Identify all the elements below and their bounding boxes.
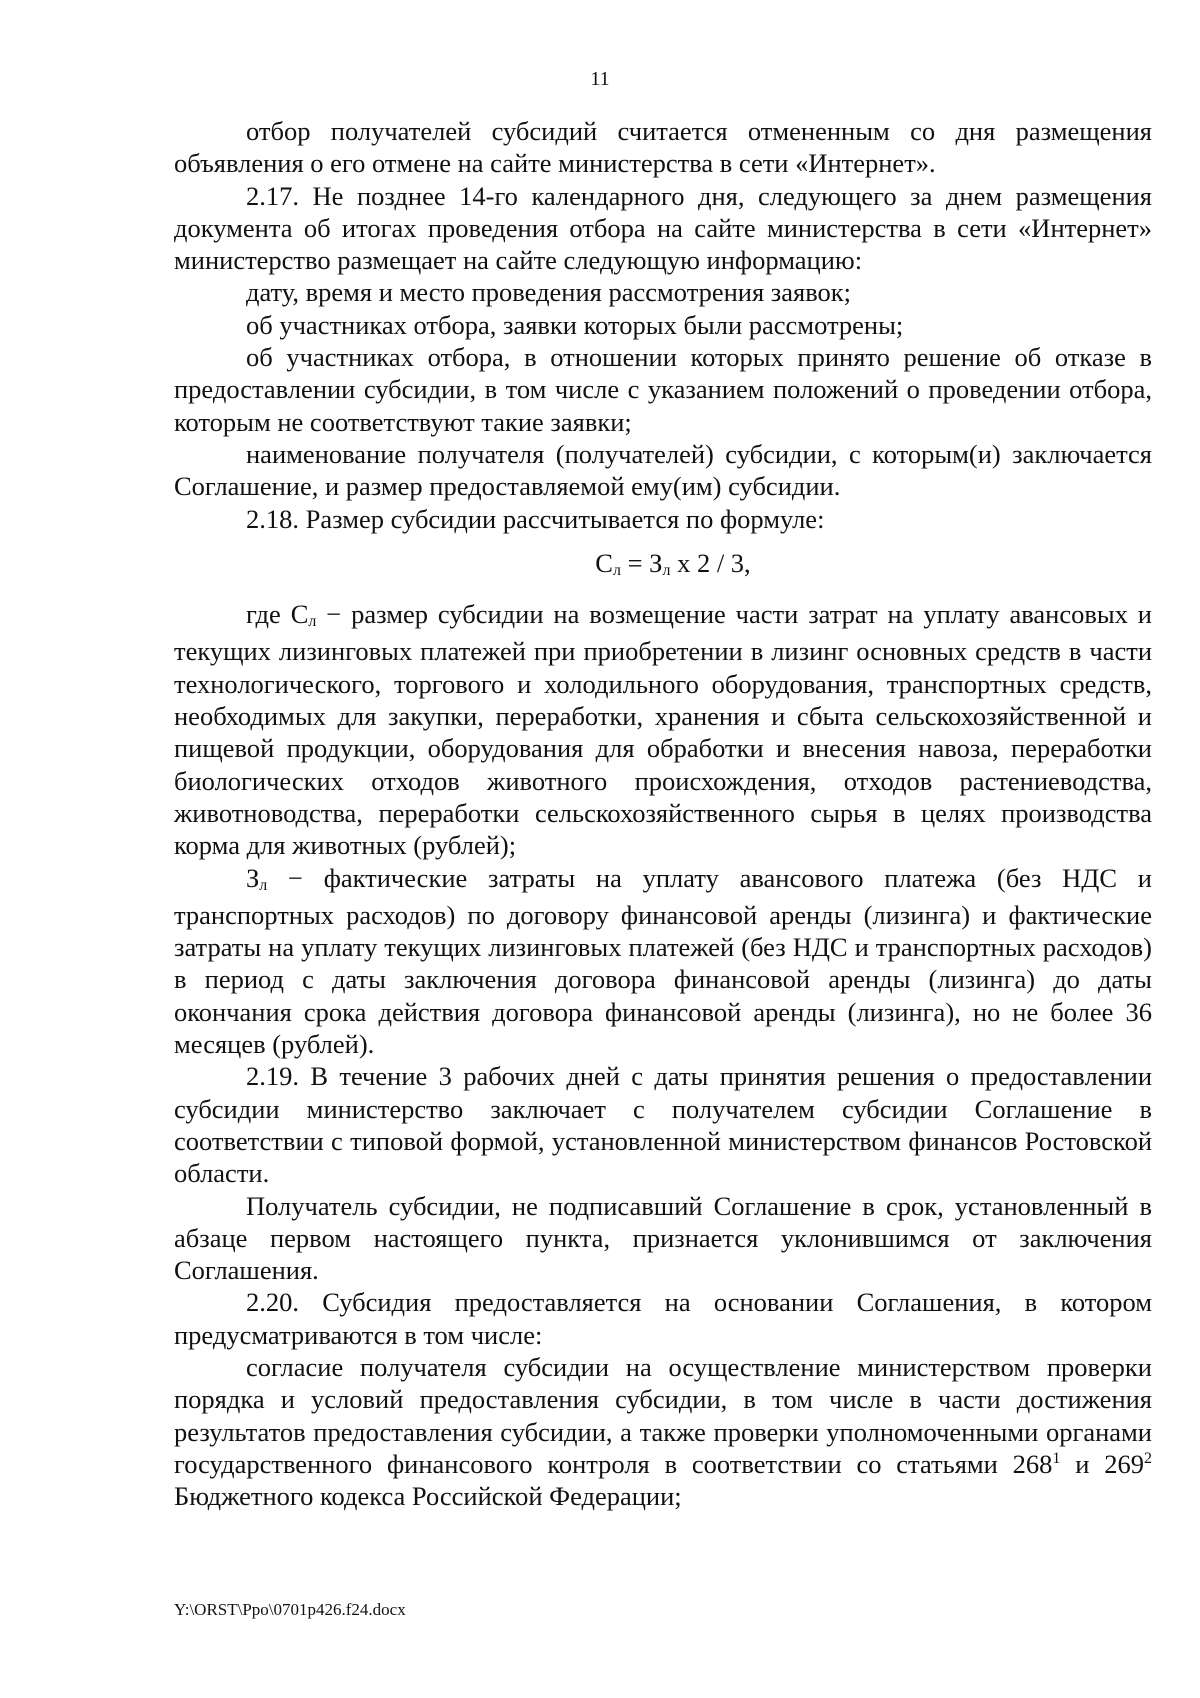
- list-item-review-date: дату, время и место проведения рассмотрения заявок;: [246, 277, 852, 308]
- list-item-participants-reviewed: об участниках отбора, заявки которых были рассмотрены;: [246, 309, 904, 340]
- paragraph-2-17: 2.17. Не позднее 14-го календарного дня, следующего за днем размещения документа об итогах проведения отбора на сайте министерства в сети «Интернет» министерство размещает на сайте следующую информацию:: [174, 180, 1152, 276]
- definition-c: где Сл − размер субсидии на возмещение части затрат на уплату авансовых и текущих лизинговых платежей при приобретении в лизинг основных средств в части технологического, торгового и холодильного оборудования, транспортных средств, необходимых для закупки, переработки, хранения и сбыта сельскохозяйственной и пищевой продукции, оборудования для обработки и внесения навоза, переработки биологических отходов животного происхождения, отходов растениеводства, животноводства, переработки сельскохозяйственного сырья в целях производства корма для животных (рублей);: [174, 599, 1152, 861]
- list-item-participants-rejected: об участниках отбора, в отношении которых принято решение об отказе в предоставлении субсидии, в том числе с указанием положений о проведении отбора, которым не соответствуют такие заявки;: [174, 342, 1152, 437]
- paragraph-cancellation: отбор получателей субсидий считается отмененным со дня размещения объявления о его отмене на сайте министерства в сети «Интернет».: [174, 116, 1152, 179]
- paragraph-recipient-evasion: Получатель субсидии, не подписавший Соглашение в срок, установленный в абзаце первом настоящего пункта, признается уклонившимся от заключения Соглашения.: [174, 1190, 1152, 1286]
- paragraph-2-18: 2.18. Размер субсидии рассчитывается по формуле:: [246, 503, 825, 534]
- file-path-footer: Y:\ORST\Ppo\0701p426.f24.docx: [174, 1600, 406, 1619]
- subsidy-formula: Сл = Зл х 2 / 3,: [595, 547, 751, 579]
- paragraph-2-19: 2.19. В течение 3 рабочих дней с даты принятия решения о предоставлении субсидии министерство заключает с получателем субсидии Соглашение в соответствии с типовой формой, установленной министерством финансов Ростовской области.: [174, 1061, 1152, 1189]
- list-item-recipient-name: наименование получателя (получателей) субсидии, с которым(и) заключается Соглашение, и размер предоставляемой ему(им) субсидии.: [174, 438, 1152, 502]
- definition-z: Зл − фактические затраты на уплату авансового платежа (без НДС и транспортных расходов) по договору финансовой аренды (лизинга) и фактические затраты на уплату текущих лизинговых платежей (без НДС и транспортных расходов) в период с даты заключения договора финансовой аренды (лизинга) до даты окончания срока действия договора финансовой аренды (лизинга), но не более 36 месяцев (рублей).: [174, 862, 1152, 1060]
- paragraph-2-20: 2.20. Субсидия предоставляется на основании Соглашения, в котором предусматриваются в том числе:: [174, 1287, 1152, 1350]
- page-number: 11: [590, 68, 610, 90]
- paragraph-consent-audit: согласие получателя субсидии на осуществление министерством проверки порядка и условий предоставления субсидии, в том числе в части достижения результатов предоставления субсидии, а также проверки уполномоченными органами государственного финансового контроля в соответствии со статьями $268^1$ и $269^2$ Бюджетного кодекса Российской Федерации;: [174, 1351, 1152, 1512]
- document-body: [174, 115, 1152, 1512]
